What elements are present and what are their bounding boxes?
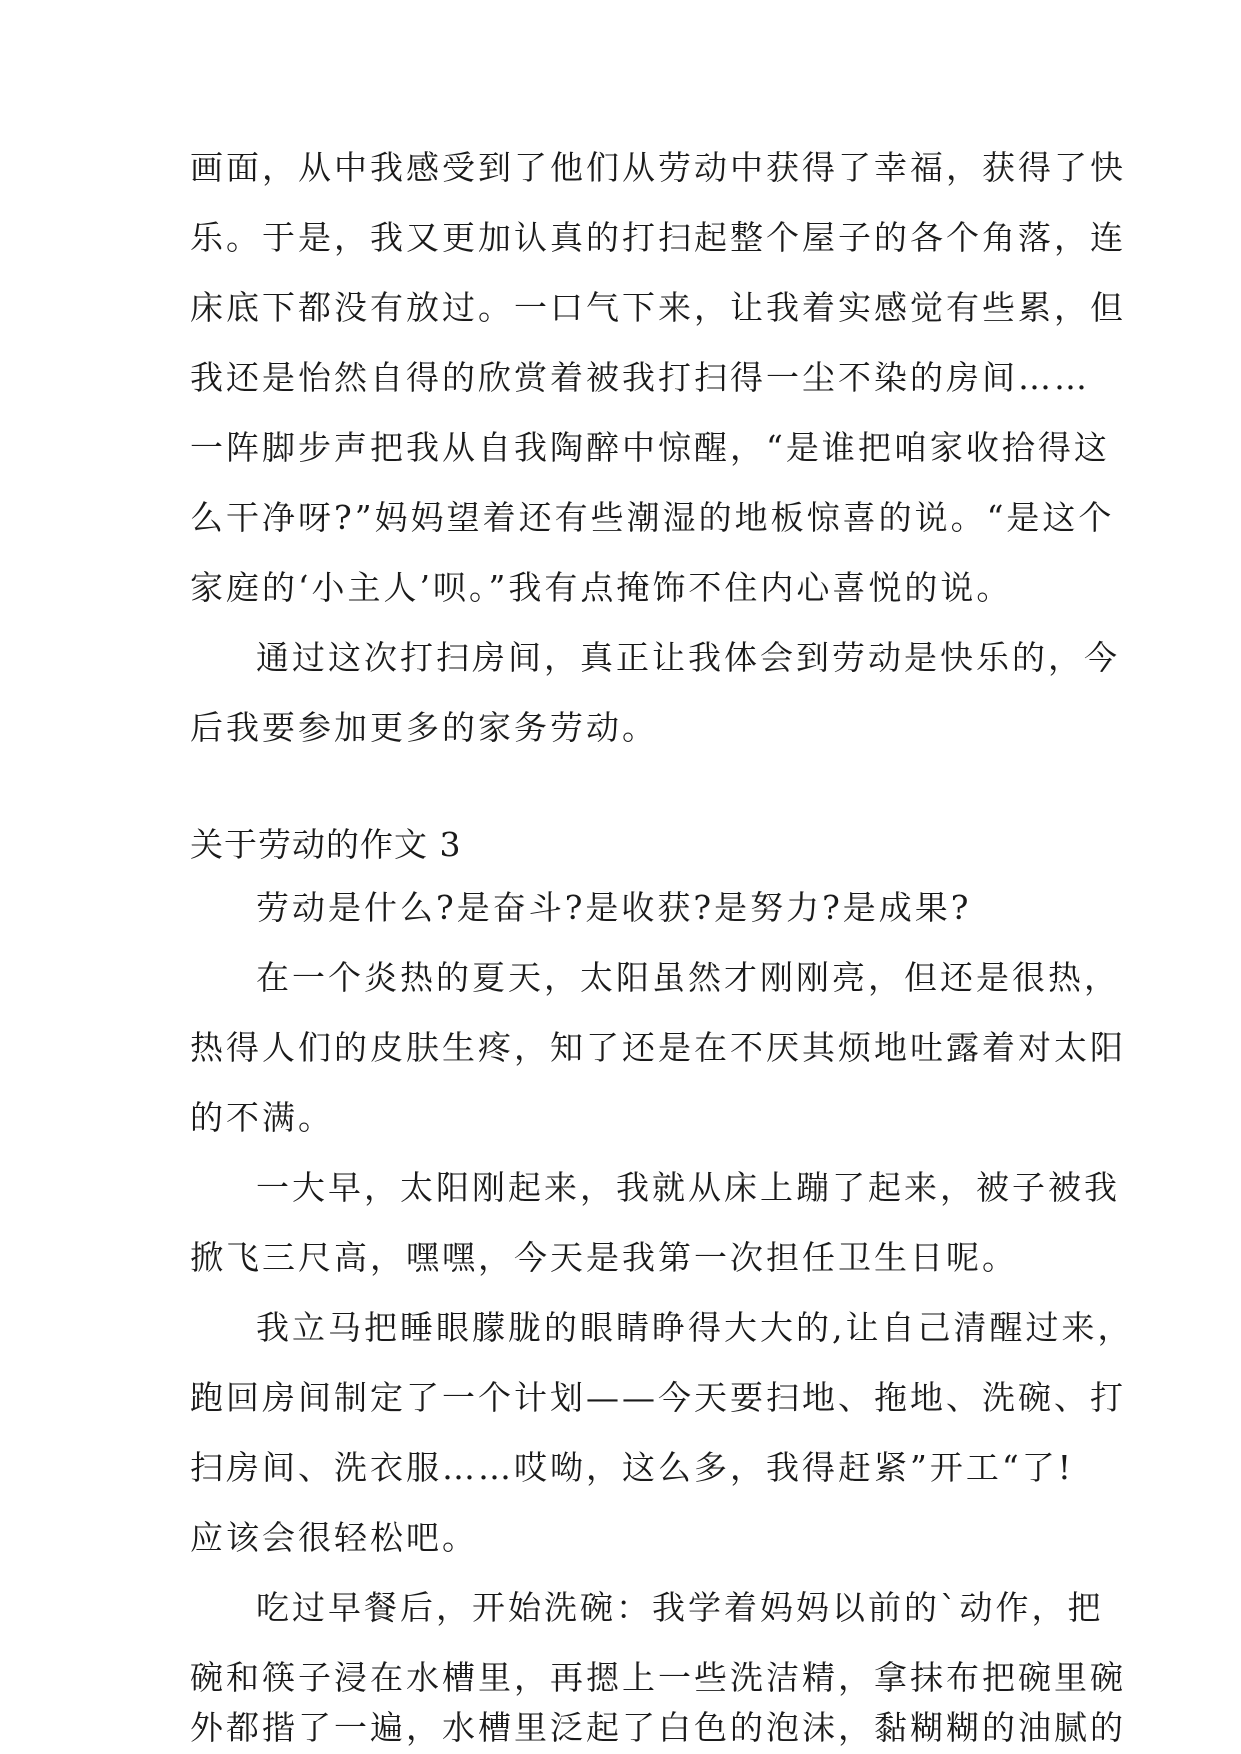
paragraph-first-line: 一大早，太阳刚起来，我就从床上蹦了起来，被子被我 xyxy=(256,1168,1120,1207)
text-line: 家庭的‘小主人’呗。”我有点掩饰不住内心喜悦的说。 xyxy=(190,568,1013,607)
text-line: 我还是怡然自得的欣赏着被我打扫得一尘不染的房间…… xyxy=(190,358,1090,397)
text-line: 的不满。 xyxy=(190,1098,334,1137)
text-line: 热得人们的皮肤生疼，知了还是在不厌其烦地吐露着对太阳 xyxy=(190,1028,1126,1067)
text-line: 应该会很轻松吧。 xyxy=(190,1518,478,1557)
paragraph-first-line: 在一个炎热的夏天，太阳虽然才刚刚亮，但还是很热， xyxy=(256,958,1120,997)
paragraph-first-line: 我立马把睡眼朦胧的眼睛睁得大大的,让自己清醒过来， xyxy=(256,1308,1134,1347)
text-line: 床底下都没有放过。一口气下来，让我着实感觉有些累，但 xyxy=(190,288,1126,327)
text-line: 么干净呀?”妈妈望着还有些潮湿的地板惊喜的说。“是这个 xyxy=(190,498,1115,537)
paragraph-first-line: 吃过早餐后，开始洗碗：我学着妈妈以前的`动作，把 xyxy=(256,1588,1104,1627)
paragraph-first-line: 劳动是什么?是奋斗?是收获?是努力?是成果? xyxy=(256,888,972,927)
text-line: 外都揩了一遍，水槽里泛起了白色的泡沫，黏糊糊的油腻的 xyxy=(190,1708,1126,1747)
text-line: 碗和筷子浸在水槽里，再摁上一些洗洁精，拿抹布把碗里碗 xyxy=(190,1658,1126,1697)
text-line: 乐。于是，我又更加认真的打扫起整个屋子的各个角落，连 xyxy=(190,218,1126,257)
text-line: 掀飞三尺高，嘿嘿，今天是我第一次担任卫生日呢。 xyxy=(190,1238,1018,1277)
text-line: 跑回房间制定了一个计划——今天要扫地、拖地、洗碗、打 xyxy=(190,1378,1126,1417)
text-line: 画面，从中我感受到了他们从劳动中获得了幸福，获得了快 xyxy=(190,148,1126,187)
text-line: 后我要参加更多的家务劳动。 xyxy=(190,708,658,747)
section-heading: 关于劳动的作文 3 xyxy=(190,825,462,864)
text-line: 扫房间、洗衣服……哎呦，这么多，我得赶紧”开工“了! xyxy=(190,1448,1075,1487)
paragraph-first-line: 通过这次打扫房间，真正让我体会到劳动是快乐的，今 xyxy=(256,638,1120,677)
text-line: 一阵脚步声把我从自我陶醉中惊醒，“是谁把咱家收拾得这 xyxy=(190,428,1110,467)
